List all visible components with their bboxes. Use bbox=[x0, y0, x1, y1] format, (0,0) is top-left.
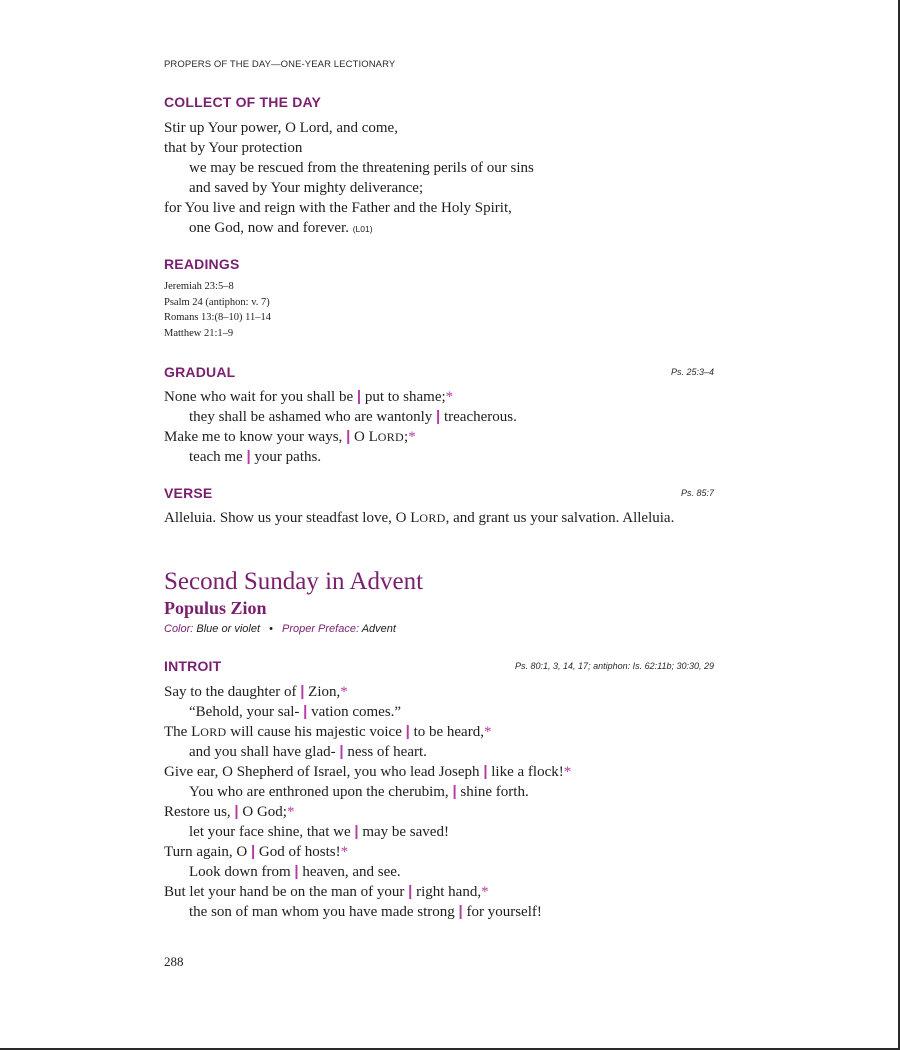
gradual-line bbox=[164, 407, 724, 427]
collect-ref: (L01) bbox=[352, 224, 373, 234]
verse-text: treacherous. bbox=[443, 409, 517, 425]
introit-line bbox=[164, 722, 724, 742]
verse-text: heaven, and see. bbox=[302, 864, 401, 880]
introit-line bbox=[164, 682, 724, 702]
verse-text: Give ear, O Shepherd of Israel, you who lead Joseph bbox=[164, 764, 480, 780]
asterisk-mark: * bbox=[340, 844, 349, 860]
pointing-bar: | bbox=[408, 883, 413, 900]
readings-heading bbox=[164, 256, 714, 274]
verse-text: right hand, bbox=[416, 884, 482, 900]
pointing-bar: | bbox=[234, 803, 239, 820]
verse-text: You who are enthroned upon the cherubim, bbox=[189, 784, 449, 800]
asterisk-mark: * bbox=[445, 389, 454, 405]
pointing-bar: | bbox=[356, 388, 362, 405]
collect-text bbox=[164, 118, 724, 238]
gradual-line: Make me to know your ways, | O LORD;* bbox=[164, 428, 416, 445]
bullet-separator: • bbox=[269, 623, 273, 635]
introit-heading bbox=[164, 658, 714, 676]
collect-line: and saved by Your mighty deliverance; bbox=[189, 180, 424, 196]
pointing-bar: | bbox=[246, 448, 251, 465]
verse-text: Alleluia. Show us your steadfast love, O L bbox=[164, 510, 420, 526]
asterisk-mark: * bbox=[563, 764, 572, 780]
verse-text: But let your hand be on the man of your bbox=[164, 884, 405, 900]
verse-text: teach me bbox=[189, 449, 243, 465]
introit-line bbox=[164, 822, 724, 842]
preface-label: Proper Preface: bbox=[281, 623, 360, 635]
readings-list bbox=[164, 279, 724, 341]
day-color-line bbox=[164, 623, 396, 635]
gradual-line bbox=[164, 447, 724, 467]
collect-line: for You live and reign with the Father and the Holy Spirit, bbox=[164, 200, 512, 216]
collect-line-text: one God, now and forever. bbox=[189, 220, 349, 236]
pointing-bar: | bbox=[483, 763, 488, 780]
color-label: Color: bbox=[164, 623, 194, 635]
verse-text: None who wait for you shall be bbox=[164, 389, 354, 405]
pointing-bar: | bbox=[294, 863, 299, 880]
pointing-bar: | bbox=[250, 843, 256, 860]
verse-text: to be heard, bbox=[413, 724, 484, 740]
pointing-bar: | bbox=[339, 743, 344, 760]
verse-text: Restore us, bbox=[164, 804, 231, 820]
verse-text: shine forth. bbox=[460, 784, 529, 800]
verse-text: God of hosts! bbox=[258, 844, 341, 860]
pointing-bar: | bbox=[300, 683, 305, 700]
verse-text: like a flock! bbox=[491, 764, 564, 780]
verse-text: the son of man whom you have made strong bbox=[189, 904, 455, 920]
verse-text: may be saved! bbox=[362, 824, 449, 840]
day-title: Second Sunday in Advent bbox=[164, 568, 424, 595]
collect-line: that by Your protection bbox=[164, 140, 303, 156]
reading-item: Matthew 21:1–9 bbox=[164, 327, 234, 339]
introit-line bbox=[164, 862, 724, 882]
preface-value: Advent bbox=[361, 623, 396, 635]
gradual-text bbox=[164, 387, 724, 467]
pointing-bar: | bbox=[303, 703, 308, 720]
collect-heading-text: COLLECT OF THE DAY bbox=[164, 94, 322, 110]
reading-item: Jeremiah 23:5–8 bbox=[164, 281, 234, 292]
verse-text: put to shame; bbox=[364, 389, 446, 405]
verse-text: will cause his majestic voice bbox=[226, 724, 402, 740]
gradual-heading-text: GRADUAL bbox=[164, 364, 236, 380]
small-caps-text: ORD bbox=[377, 430, 405, 444]
asterisk-mark: * bbox=[481, 884, 489, 900]
verse-line bbox=[164, 508, 724, 528]
asterisk-mark: * bbox=[483, 724, 492, 740]
collect-line bbox=[164, 218, 724, 238]
color-value: Blue or violet bbox=[196, 623, 260, 635]
verse-text: , and grant us your salvation. Alleluia. bbox=[445, 510, 675, 526]
collect-line: Stir up Your power, O Lord, and come, bbox=[164, 120, 398, 136]
verse-text: for yourself! bbox=[466, 904, 542, 920]
introit-heading-text: INTROIT bbox=[164, 658, 222, 674]
pointing-bar: | bbox=[458, 903, 463, 920]
verse-text: vation comes.” bbox=[311, 704, 402, 720]
pointing-bar: | bbox=[436, 408, 441, 425]
introit-text bbox=[164, 682, 724, 922]
verse-text: Turn again, O bbox=[164, 844, 248, 860]
introit-line bbox=[164, 902, 724, 922]
pointing-bar: | bbox=[452, 783, 457, 800]
verse-text: ness of heart. bbox=[347, 744, 427, 760]
introit-ref: Ps. 80:1, 3, 14, 17; antiphon: Is. 62:11b; 30:30, 29 bbox=[515, 661, 714, 671]
verse-text: and you shall have glad- bbox=[189, 744, 336, 760]
asterisk-mark: * bbox=[286, 804, 295, 820]
verse-text: The L bbox=[164, 724, 201, 740]
verse-text: they shall be ashamed who are wantonly bbox=[189, 409, 433, 425]
verse-text: your paths. bbox=[254, 449, 322, 465]
gradual-ref: Ps. 25:3–4 bbox=[670, 367, 714, 377]
small-caps-text: ORD bbox=[419, 511, 446, 525]
page-number: 288 bbox=[164, 954, 184, 969]
verse-text: Make me to know your ways, bbox=[164, 429, 343, 445]
verse-heading-text: VERSE bbox=[164, 485, 213, 501]
readings-heading-text: READINGS bbox=[164, 256, 240, 272]
verse-text: let your face shine, that we bbox=[189, 824, 351, 840]
verse-text: Look down from bbox=[189, 864, 291, 880]
introit-line bbox=[164, 762, 724, 782]
running-head: PROPERS OF THE DAY—ONE-YEAR LECTIONARY bbox=[164, 59, 396, 70]
introit-line bbox=[164, 702, 724, 722]
introit-line bbox=[164, 842, 724, 862]
reading-item: Psalm 24 (antiphon: v. 7) bbox=[164, 296, 270, 308]
pointing-bar: | bbox=[346, 428, 351, 445]
verse-text: O L bbox=[354, 429, 378, 445]
pointing-bar: | bbox=[405, 723, 410, 740]
introit-line bbox=[164, 782, 724, 802]
verse-text: Say to the daughter of bbox=[164, 684, 297, 700]
day-latin-name: Populus Zion bbox=[164, 598, 267, 618]
small-caps-text: ORD bbox=[200, 725, 227, 739]
asterisk-mark: * bbox=[340, 684, 348, 700]
pointing-bar: | bbox=[354, 823, 359, 840]
introit-line bbox=[164, 742, 724, 762]
introit-line bbox=[164, 882, 724, 902]
gradual-heading bbox=[164, 364, 714, 382]
asterisk-mark: * bbox=[408, 429, 416, 445]
gradual-line bbox=[164, 387, 724, 407]
verse-text-block bbox=[164, 508, 724, 528]
verse-heading bbox=[164, 485, 714, 503]
verse-ref: Ps. 85:7 bbox=[680, 488, 714, 498]
verse-text: O God; bbox=[242, 804, 287, 820]
verse-text: Zion, bbox=[308, 684, 341, 700]
reading-item: Romans 13:(8–10) 11–14 bbox=[164, 312, 271, 323]
verse-text: “Behold, your sal- bbox=[189, 704, 300, 720]
collect-heading bbox=[164, 94, 714, 112]
collect-line: we may be rescued from the threatening perils of our sins bbox=[189, 160, 534, 176]
introit-line bbox=[164, 802, 724, 822]
